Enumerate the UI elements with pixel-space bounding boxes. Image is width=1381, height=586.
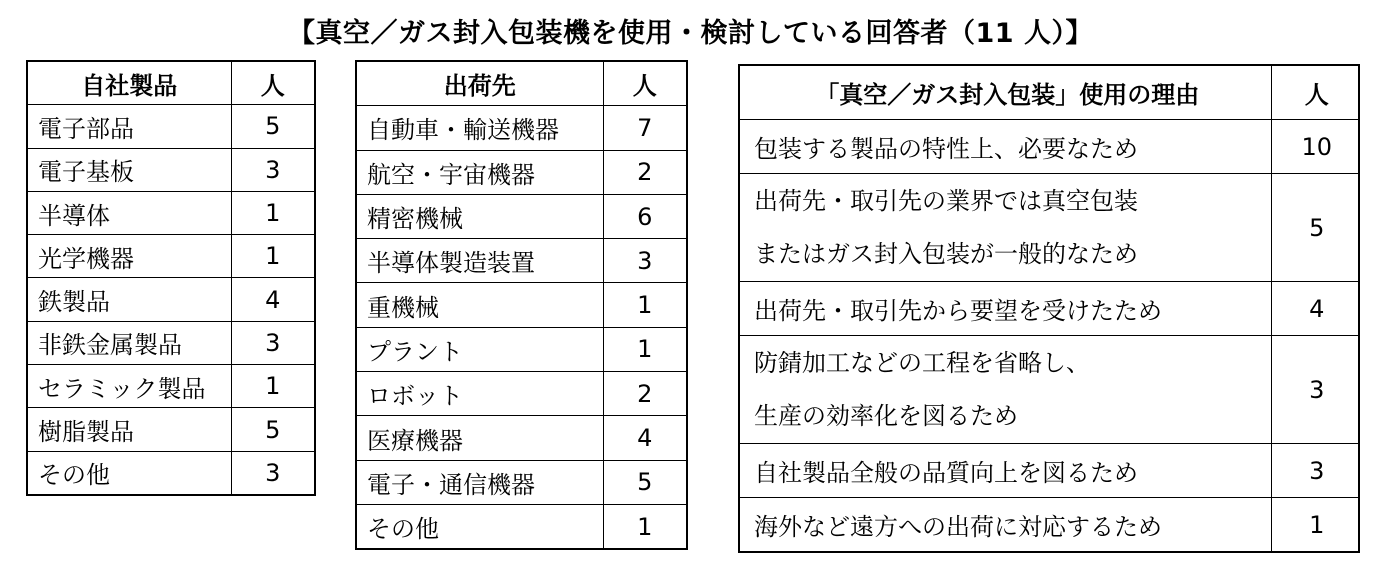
row-label (739, 336, 1271, 444)
row-label: 半導体製造装置 (356, 239, 603, 283)
table-row (739, 444, 1359, 498)
row-count: 7 (603, 106, 687, 150)
reason-line: 出荷先・取引先の業界では真空包装 (754, 186, 1138, 215)
header-own-products: 自社製品 (27, 61, 231, 105)
row-count: 1 (603, 327, 687, 371)
table-row (356, 194, 687, 238)
table-row (739, 336, 1359, 444)
page-title: 【真空／ガス封入包装機を使用・検討している回答者（11 人）】 (288, 18, 1093, 49)
row-label (739, 174, 1271, 282)
reason-line: 自社製品全般の品質向上を図るため (754, 459, 1138, 487)
row-count: 3 (231, 321, 315, 364)
row-count: 4 (603, 416, 687, 460)
row-count: 10 (1271, 120, 1359, 174)
reason-line: 生産の効率化を図るため (754, 401, 1018, 430)
row-label: 電子基板 (27, 148, 231, 191)
row-label: 精密機械 (356, 194, 603, 238)
table-row (356, 106, 687, 150)
table-header-row (356, 61, 687, 106)
row-label (739, 444, 1271, 498)
row-label: ロボット (356, 372, 603, 416)
row-label (739, 498, 1271, 553)
table-row (27, 278, 315, 321)
table-row (27, 191, 315, 234)
table-row (27, 451, 315, 495)
reason-line: 包装する製品の特性上、必要なため (754, 135, 1138, 163)
row-count: 1 (231, 365, 315, 408)
header-count: 人 (603, 61, 687, 106)
row-label: 非鉄金属製品 (27, 321, 231, 364)
row-label: 電子部品 (27, 105, 231, 148)
shipping-destination-table (355, 60, 688, 550)
row-label: 航空・宇宙機器 (356, 150, 603, 194)
row-count: 5 (231, 105, 315, 148)
row-label: 自動車・輸送機器 (356, 106, 603, 150)
table-row (356, 283, 687, 327)
row-count: 3 (1271, 336, 1359, 444)
reason-line: 海外など遠方への出荷に対応するため (754, 513, 1162, 541)
table-row (356, 372, 687, 416)
row-count: 2 (603, 150, 687, 194)
row-count: 5 (231, 408, 315, 451)
table-row (27, 321, 315, 364)
usage-reasons-table (738, 64, 1360, 553)
table-row (356, 416, 687, 460)
row-count: 6 (603, 194, 687, 238)
row-count: 4 (231, 278, 315, 321)
table-row (27, 148, 315, 191)
row-count: 1 (231, 235, 315, 278)
header-count: 人 (1271, 65, 1359, 120)
row-count: 3 (231, 451, 315, 495)
table-header-row (739, 65, 1359, 120)
row-label (739, 120, 1271, 174)
table-row (27, 365, 315, 408)
row-label: 医療機器 (356, 416, 603, 460)
own-products-table (26, 60, 316, 496)
reason-line: またはガス封入包装が一般的なため (754, 239, 1138, 268)
table-row (356, 460, 687, 504)
header-shipping-destination: 出荷先 (356, 61, 603, 106)
row-count: 1 (603, 504, 687, 549)
row-count: 5 (1271, 174, 1359, 282)
row-label: セラミック製品 (27, 365, 231, 408)
row-label: 鉄製品 (27, 278, 231, 321)
table-row (27, 105, 315, 148)
header-usage-reason: 「真空／ガス封入包装」使用の理由 (739, 65, 1271, 120)
row-label: 半導体 (27, 191, 231, 234)
table-row (739, 174, 1359, 282)
table-row (27, 408, 315, 451)
table-row (356, 327, 687, 371)
row-count: 3 (1271, 444, 1359, 498)
row-label: プラント (356, 327, 603, 371)
header-count: 人 (231, 61, 315, 105)
table-row (739, 120, 1359, 174)
row-label: 光学機器 (27, 235, 231, 278)
table-row (356, 239, 687, 283)
table-row (739, 498, 1359, 553)
row-count: 2 (603, 372, 687, 416)
row-label: 重機械 (356, 283, 603, 327)
reason-line: 出荷先・取引先から要望を受けたため (754, 297, 1162, 325)
row-label: 樹脂製品 (27, 408, 231, 451)
row-count: 1 (603, 283, 687, 327)
row-count: 3 (231, 148, 315, 191)
row-label: その他 (27, 451, 231, 495)
reason-line: 防錆加工などの工程を省略し、 (754, 348, 1090, 377)
row-count: 5 (603, 460, 687, 504)
table-row (739, 282, 1359, 336)
row-label: その他 (356, 504, 603, 549)
row-label: 電子・通信機器 (356, 460, 603, 504)
row-label (739, 282, 1271, 336)
row-count: 1 (231, 191, 315, 234)
row-count: 1 (1271, 498, 1359, 553)
row-count: 4 (1271, 282, 1359, 336)
table-row (356, 150, 687, 194)
table-row (356, 504, 687, 549)
row-count: 3 (603, 239, 687, 283)
table-row (27, 235, 315, 278)
table-header-row (27, 61, 315, 105)
